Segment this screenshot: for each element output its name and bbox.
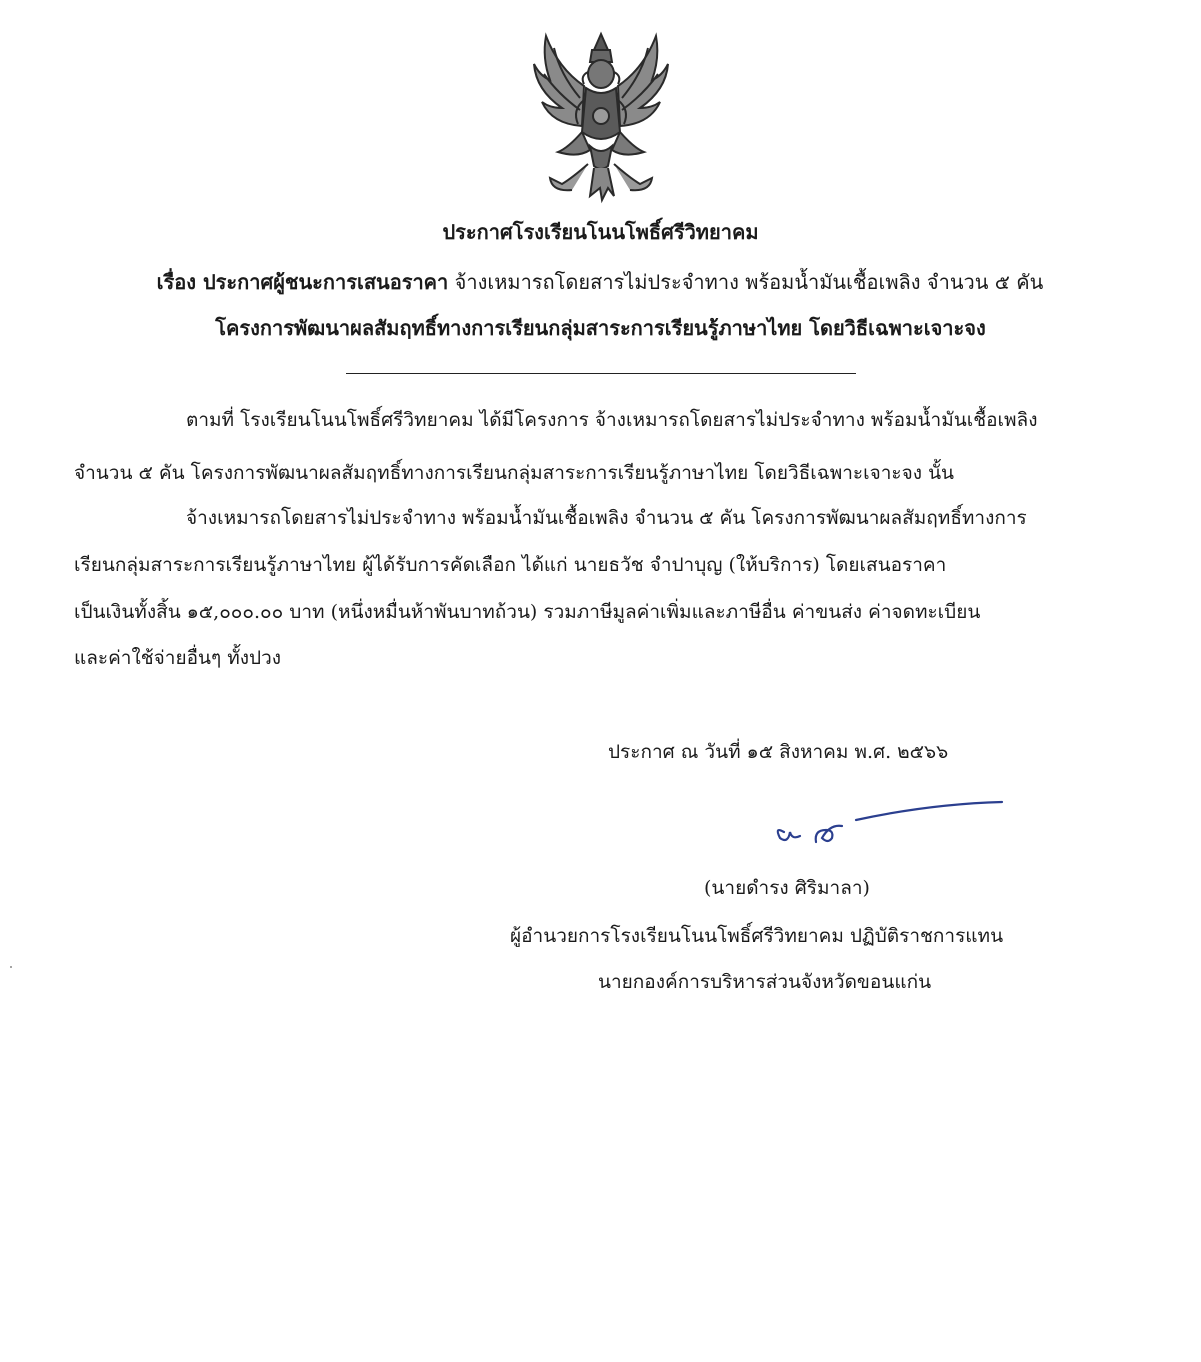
signer-position-line-2: นายกองค์การบริหารส่วนจังหวัดขอนแก่น xyxy=(598,971,932,993)
paragraph-2-line-1: จ้างเหมารถโดยสารไม่ประจำทาง พร้อมน้ำมันเชื้อเพลิง จำนวน ๕ คัน โครงการพัฒนาผลสัมฤทธิ์ทางการ xyxy=(186,507,1027,529)
project-line: โครงการพัฒนาผลสัมฤทธิ์ทางการเรียนกลุ่มสาระการเรียนรู้ภาษาไทย โดยวิธีเฉพาะเจาะจง xyxy=(215,316,986,340)
garuda-emblem-icon xyxy=(528,28,674,204)
subject-text: จ้างเหมารถโดยสารไม่ประจำทาง พร้อมน้ำมันเชื้อเพลิง จำนวน ๕ คัน xyxy=(454,270,1044,294)
subject-prefix: เรื่อง ประกาศผู้ชนะการเสนอราคา xyxy=(156,270,449,294)
handwritten-signature-icon xyxy=(760,796,1010,856)
signer-name: (นายดำรง ศิริมาลา) xyxy=(704,877,870,899)
paragraph-1-line-1: ตามที่ โรงเรียนโนนโพธิ์ศรีวิทยาคม ได้มีโครงการ จ้างเหมารถโดยสารไม่ประจำทาง พร้อมน้ำมันเชื้อเพลิง xyxy=(186,409,1038,431)
paragraph-2-line-3: เป็นเงินทั้งสิ้น ๑๕,๐๐๐.๐๐ บาท (หนึ่งหมื่นห้าพันบาทถ้วน) รวมภาษีมูลค่าเพิ่มและภาษีอื่น ค่าขนส่ง ค่าจดทะเบียน xyxy=(74,601,981,623)
paragraph-2-line-4: และค่าใช้จ่ายอื่นๆ ทั้งปวง xyxy=(74,647,282,669)
paragraph-2-line-2: เรียนกลุ่มสาระการเรียนรู้ภาษาไทย ผู้ได้รับการคัดเลือก ได้แก่ นายธวัช จำปาบุญ (ให้บริการ) โดยเสนอราคา xyxy=(74,554,947,576)
signer-position-line-1: ผู้อำนวยการโรงเรียนโนนโพธิ์ศรีวิทยาคม ปฏิบัติราชการแทน xyxy=(510,925,1004,947)
announcement-date: ประกาศ ณ วันที่ ๑๕ สิงหาคม พ.ศ. ๒๕๖๖ xyxy=(608,741,949,763)
document-title: ประกาศโรงเรียนโนนโพธิ์ศรีวิทยาคม xyxy=(442,220,759,244)
document-subject xyxy=(100,266,1100,298)
paragraph-1-line-2: จำนวน ๕ คัน โครงการพัฒนาผลสัมฤทธิ์ทางการเรียนกลุ่มสาระการเรียนรู้ภาษาไทย โดยวิธีเฉพาะเจาะจง นั้น xyxy=(74,462,955,484)
divider xyxy=(346,373,856,374)
scan-speck xyxy=(10,966,12,968)
